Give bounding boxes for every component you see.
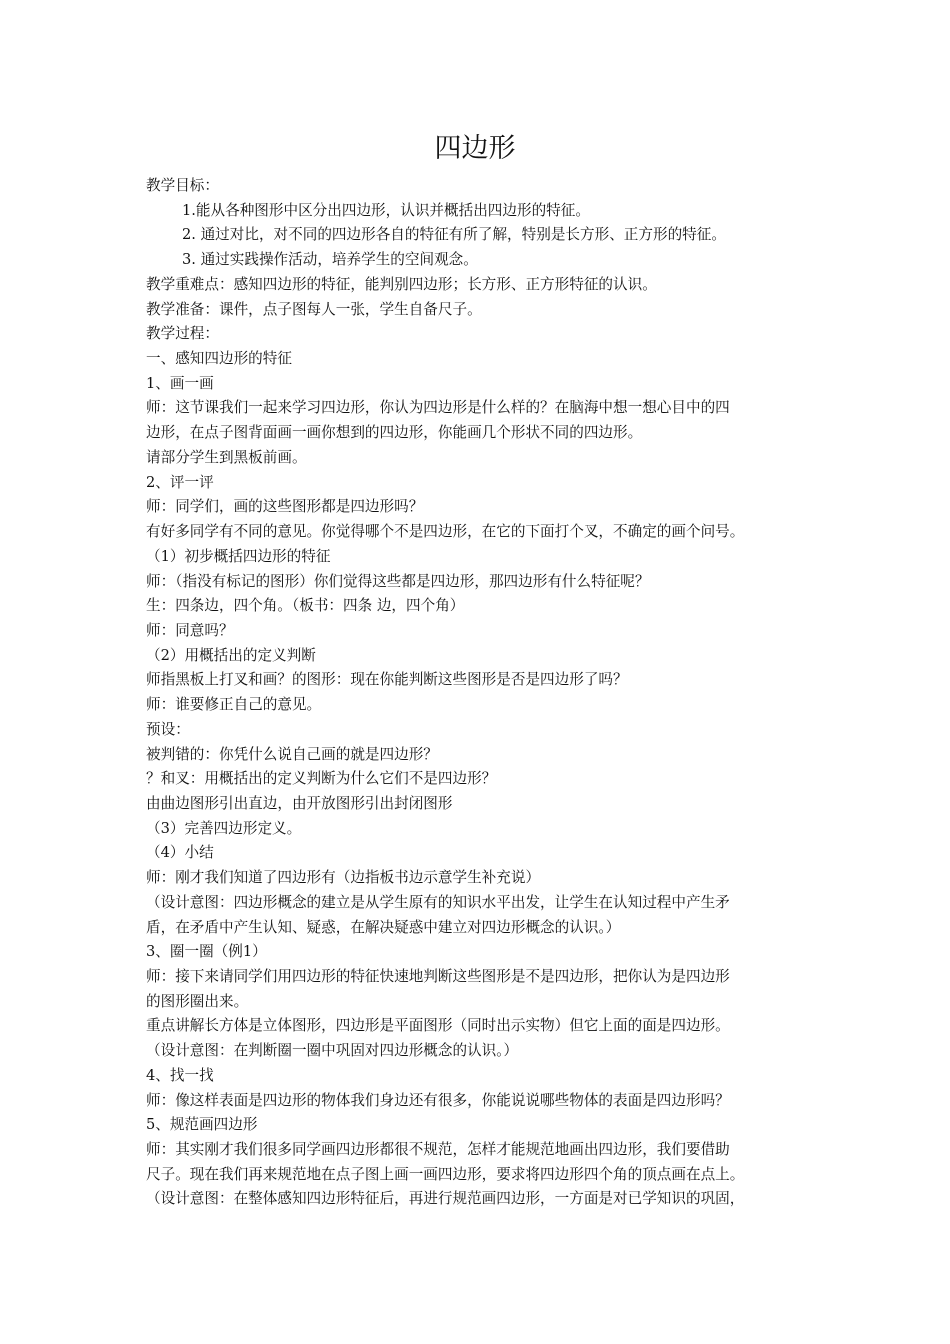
paragraph-line: 重点讲解长方体是立体图形，四边形是平面图形（同时出示实物）但它上面的面是四边形。: [146, 1017, 730, 1035]
paragraph-line: 教学准备：课件，点子图每人一张，学生自备尺子。: [146, 300, 482, 318]
paragraph-line: 师：（指没有标记的图形）你们觉得这些都是四边形，那四边形有什么特征呢？: [146, 572, 650, 590]
document-title: 四边形: [434, 133, 516, 164]
paragraph-line: 教学目标：: [146, 177, 219, 194]
paragraph-line: 的图形圈出来。: [146, 992, 249, 1010]
paragraph-line: （设计意图：在判断圈一圈中巩固对四边形概念的认识。）: [146, 1042, 519, 1060]
paragraph-line: （设计意图：在整体感知四边形特征后，再进行规范画四边形，一方面是对已学知识的巩固，: [146, 1190, 745, 1208]
paragraph-line: 3. 通过实践操作活动，培养学生的空间观念。: [182, 251, 478, 269]
section-heading: 一、感知四边形的特征: [146, 350, 292, 368]
paragraph-line: 边形，在点子图背面画一画你想到的四边形，你能画几个形状不同的四边形。: [146, 424, 643, 442]
paragraph-line: （设计意图：四边形概念的建立是从学生原有的知识水平出发，让学生在认知过程中产生矛: [146, 893, 730, 911]
paragraph-line: 师：刚才我们知道了四边形有（边指板书边示意学生补充说）: [146, 869, 541, 887]
document-body: [146, 174, 818, 1212]
subsection-heading: 3、圈一圈（例1）: [146, 943, 267, 961]
paragraph-line: 2. 通过对比，对不同的四边形各自的特征有所了解，特别是长方形、正方形的特征。: [182, 226, 726, 244]
subsection-heading: 1、画一画: [146, 374, 214, 392]
paragraph-line: （2）用概括出的定义判断: [146, 646, 316, 664]
paragraph-line: （3）完善四边形定义。: [146, 819, 302, 837]
paragraph-line: 盾，在矛盾中产生认知、疑惑，在解决疑惑中建立对四边形概念的认识。）: [146, 918, 621, 936]
subsection-heading: 4、找一找: [146, 1066, 214, 1084]
paragraph-line: 预设：: [146, 720, 190, 738]
paragraph-line: 师：接下来请同学们用四边形的特征快速地判断这些图形是不是四边形，把你认为是四边形: [146, 968, 730, 985]
subsection-heading: 2、评一评: [146, 473, 214, 491]
paragraph-line: 1.能从各种图形中区分出四边形，认识并概括出四边形的特征。: [182, 201, 590, 219]
paragraph-line: 由曲边图形引出直边，由开放图形引出封闭图形: [146, 794, 453, 812]
paragraph-line: 师：同学们，画的这些图形都是四边形吗？: [146, 498, 424, 516]
paragraph-line: ？和叉：用概括出的定义判断为什么它们不是四边形？: [146, 770, 497, 788]
paragraph-line: 师：这节课我们一起来学习四边形，你认为四边形是什么样的？在脑海中想一想心目中的四: [146, 399, 730, 417]
paragraph-line: 教学重难点：感知四边形的特征，能判别四边形；长方形、正方形特征的认识。: [146, 275, 657, 293]
paragraph-line: 师：其实刚才我们很多同学画四边形都很不规范，怎样才能规范地画出四边形，我们要借助: [146, 1141, 730, 1159]
paragraph-line: 师：像这样表面是四边形的物体我们身边还有很多，你能说说哪些物体的表面是四边形吗？: [146, 1091, 730, 1109]
paragraph-line: 生：四条边，四个角。（板书：四条 边，四个角）: [146, 597, 465, 615]
paragraph-line: 被判错的：你凭什么说自己画的就是四边形？: [146, 745, 438, 763]
paragraph-line: 师：同意吗？: [146, 621, 234, 639]
paragraph-line: 有好多同学有不同的意见。你觉得哪个不是四边形，在它的下面打个叉，不确定的画个问号。: [146, 523, 745, 541]
paragraph-line: 请部分学生到黑板前画。: [146, 448, 307, 466]
paragraph-line: 教学过程：: [146, 325, 219, 343]
subsection-heading: 5、规范画四边形: [146, 1116, 258, 1134]
paragraph-line: 师指黑板上打叉和画？的图形：现在你能判断这些图形是否是四边形了吗？: [146, 671, 628, 689]
paragraph-line: 师：谁要修正自己的意见。: [146, 696, 322, 714]
paragraph-line: （4）小结: [146, 844, 214, 862]
paragraph-line: 尺子。现在我们再来规范地在点子图上画一画四边形，要求将四边形四个角的顶点画在点上。: [146, 1165, 745, 1183]
paragraph-line: （1）初步概括四边形的特征: [146, 547, 331, 565]
